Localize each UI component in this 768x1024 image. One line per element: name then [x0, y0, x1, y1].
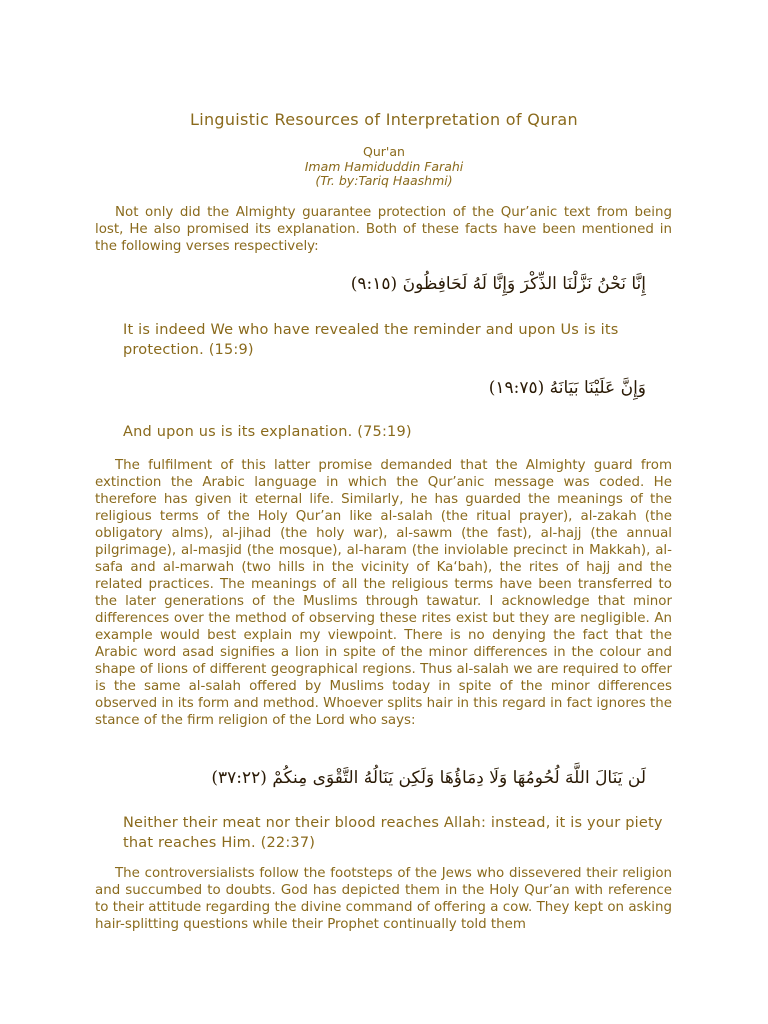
paragraph-intro-text: Not only did the Almighty guarantee protection of the Qur’anic text from being lost, He also promised its explanation. Both of these facts have been mentioned in the following verses respectively: — [95, 205, 672, 254]
document-title: Linguistic Resources of Interpretation of Quran — [190, 110, 578, 129]
verse-translation-15-9: It is indeed We who have revealed the reminder and upon Us is its protection. (15:9) — [123, 322, 619, 358]
verse-translation-22-37: Neither their meat nor their blood reaches Allah: instead, it is your piety that reaches Him. (22:37) — [123, 815, 663, 851]
verse-arabic-22-37: لَن يَنَالَ اللَّهَ لُحُومُهَا وَلَا دِمَاؤُهَا وَلَكِن يَنَالُهُ التَّقْوَى مِنكُمْ (٣٧:٢٢) — [211, 768, 646, 788]
author-name: Imam Hamiduddin Farahi — [304, 158, 464, 174]
document-meta — [0, 145, 768, 189]
verse-arabic-15-9: إِنَّا نَحْنُ نَزَّلْنَا الذِّكْرَ وَإِنَّا لَهُ لَحَافِظُونَ (٩:١٥) — [350, 274, 646, 294]
paragraph-controversialists — [95, 865, 672, 933]
translator-credit: (Tr. by:Tariq Haashmi) — [315, 173, 453, 188]
paragraph-fulfilment — [95, 457, 672, 729]
category-label: Qur'an — [363, 144, 405, 159]
verse-translation-75-19: And upon us is its explanation. (75:19) — [123, 424, 412, 440]
paragraph-fulfilment-text: The fulfilment of this latter promise demanded that the Almighty guard from extinction the Arabic language in which the Qur’anic message was coded. He therefore has given it eternal life. Similarly, he has guarded the meanings of the religious terms of the Holy Qur’an like al-salah (the ritual prayer), al-zakah (the obligatory alms), al-jihad (the holy war), al-sawm (the fast), al-hajj (the annual pilgrimage), al-masjid (the mosque), al-haram (the inviolable precinct in Makkah), al-safa and al-marwah (two hills in the vicinity of Ka‘bah), the rites of hajj and the related practices. The meanings of all the religious terms have been transferred to the later generations of the Muslims through tawatur. I acknowledge that minor differences over the method of observing these rites exist but they are negligible. An example would best explain my viewpoint. There is no denying the fact that the Arabic word asad signifies a lion in spite of the minor differences in the colour and shape of lions of different geographical regions. Thus al-salah we are required to offer is the same al-salah offered by Muslims today in spite of the minor differences observed in its form and method. Whoever splits hair in this regard in fact ignores the stance of the firm religion of the Lord who says: — [95, 458, 672, 728]
paragraph-controversialists-text: The controversialists follow the footsteps of the Jews who dissevered their religion and succumbed to doubts. God has depicted them in the Holy Qur’an with reference to their attitude regarding the divine command of offering a cow. They kept on asking hair-splitting questions while their Prophet continually told them — [95, 866, 672, 932]
verse-arabic-75-19: وَإِنَّ عَلَيْنَا بَيَانَهُ (١٩:٧٥) — [488, 378, 646, 398]
paragraph-intro — [95, 204, 672, 255]
